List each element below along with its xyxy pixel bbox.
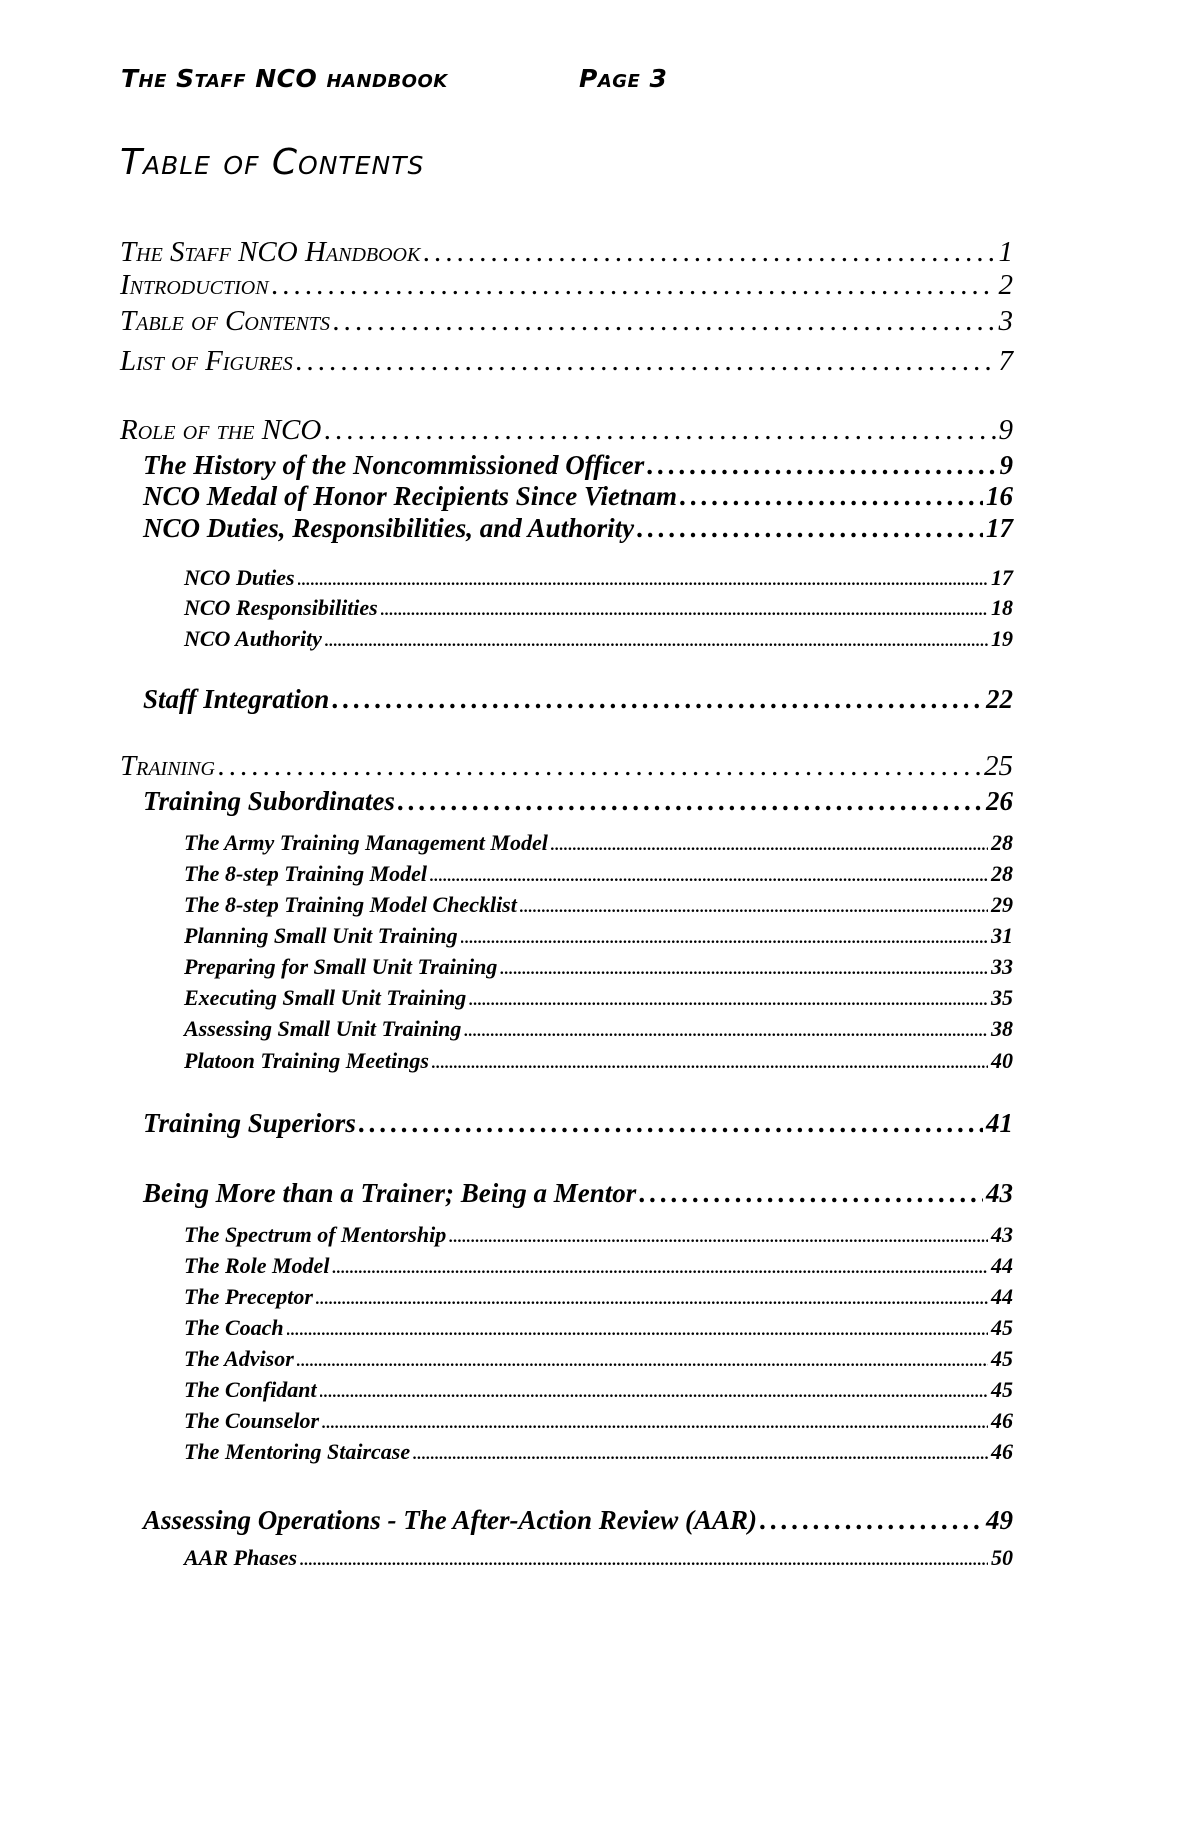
toc-entry-label: Being More than a Trainer; Being a Mentor [143,1178,637,1208]
toc-dot-leader [381,595,988,621]
toc-dot-leader [520,892,988,918]
toc-entry-page-number: 7 [998,345,1013,377]
toc-dot-leader [300,1545,988,1571]
toc-dot-leader [464,1016,988,1042]
toc-entry[interactable] [184,1284,1013,1310]
toc-entry-page-number: 33 [991,954,1013,979]
toc-entry-label: The Advisor [184,1346,294,1371]
toc-entry-label: The Staff NCO Handbook [120,236,421,268]
toc-entry-label: NCO Authority [184,626,322,651]
toc-entry-page-number: 19 [991,626,1013,651]
toc-entry[interactable] [143,1505,1013,1536]
toc-entry-page-number: 45 [991,1346,1013,1371]
toc-dot-leader [637,513,983,544]
toc-entry-label: NCO Responsibilities [184,595,378,620]
toc-dot-leader [287,1315,988,1341]
toc-entry-page-number: 16 [986,481,1013,511]
toc-entry[interactable] [184,1253,1013,1279]
toc-dot-leader [469,985,988,1011]
toc-entry-page-number: 43 [986,1178,1013,1208]
toc-entry[interactable] [184,1315,1013,1341]
toc-dot-leader [316,1284,988,1310]
toc-entry-label: NCO Duties, Responsibilities, and Authority [143,513,635,543]
toc-dot-leader [461,923,988,949]
toc-entry[interactable] [184,954,1013,980]
toc-entry-page-number: 44 [991,1284,1013,1309]
toc-dot-leader [218,750,981,783]
toc-dot-leader [322,1408,988,1434]
toc-entry[interactable] [184,830,1013,856]
toc-entry[interactable] [184,1408,1013,1434]
toc-entry-page-number: 17 [991,565,1013,590]
toc-entry-label: Platoon Training Meetings [184,1048,429,1073]
toc-entry[interactable] [143,786,1013,817]
toc-entry-label: Training Subordinates [143,786,395,816]
running-header-page-number: Page 3 [579,64,668,93]
toc-entry-label: Staff Integration [143,684,330,714]
toc-entry[interactable] [120,269,1013,302]
toc-entry-label: Assessing Small Unit Training [184,1016,462,1041]
toc-dot-leader [551,830,988,856]
toc-entry-label: The Army Training Management Model [184,830,548,855]
toc-entry-page-number: 9 [999,450,1013,480]
toc-entry-label: Introduction [120,269,269,301]
toc-entry-label: Preparing for Small Unit Training [184,954,498,979]
toc-dot-leader [333,305,996,338]
toc-entry-page-number: 18 [991,595,1013,620]
toc-entry-page-number: 46 [991,1439,1013,1464]
toc-entry-page-number: 31 [991,923,1013,948]
toc-entry-page-number: 3 [998,305,1013,337]
toc-entry-page-number: 44 [991,1253,1013,1278]
toc-entry-label: The Counselor [184,1408,320,1433]
toc-dot-leader [297,1346,988,1372]
toc-entry[interactable] [184,1048,1013,1074]
toc-entry-label: AAR Phases [184,1545,298,1570]
toc-dot-leader [760,1505,983,1536]
toc-entry[interactable] [184,595,1013,621]
toc-entry[interactable] [184,985,1013,1011]
toc-entry-label: The Role Model [184,1253,330,1278]
toc-entry-label: The Confidant [184,1377,317,1402]
toc-entry-label: Training [120,750,216,782]
toc-entry-page-number: 9 [998,414,1013,446]
toc-entry[interactable] [184,1346,1013,1372]
toc-entry[interactable] [184,923,1013,949]
toc-entry-page-number: 2 [998,269,1013,301]
toc-entry[interactable] [184,1016,1013,1042]
toc-entry-label: The Preceptor [184,1284,313,1309]
toc-entry[interactable] [184,1222,1013,1248]
toc-entry-page-number: 28 [991,861,1013,886]
toc-entry-page-number: 46 [991,1408,1013,1433]
toc-entry[interactable] [184,1439,1013,1465]
toc-entry-page-number: 35 [991,985,1013,1010]
toc-entry[interactable] [143,1178,1013,1209]
toc-entry-page-number: 43 [991,1222,1013,1247]
toc-entry-label: Table of Contents [120,305,330,337]
toc-entry[interactable] [120,345,1013,378]
toc-entry-label: The Mentoring Staircase [184,1439,411,1464]
toc-entry[interactable] [143,450,1013,481]
toc-dot-leader [449,1222,988,1248]
toc-entry[interactable] [184,1545,1013,1571]
toc-entry[interactable] [184,565,1013,591]
toc-entry-label: The Coach [184,1315,284,1340]
toc-entry-page-number: 45 [991,1377,1013,1402]
toc-entry-label: The 8-step Training Model Checklist [184,892,517,917]
toc-entry[interactable] [143,513,1013,544]
page-title: Table of Contents [120,142,425,183]
toc-dot-leader [332,684,983,715]
toc-entry[interactable] [120,414,1013,447]
toc-dot-leader [680,481,983,512]
toc-entry-page-number: 49 [986,1505,1013,1535]
running-header-book-title: The Staff NCO handbook [121,64,448,93]
toc-entry[interactable] [120,305,1013,338]
toc-entry-page-number: 38 [991,1016,1013,1041]
toc-entry-label: Planning Small Unit Training [184,923,458,948]
toc-entry[interactable] [184,861,1013,887]
toc-entry-page-number: 50 [991,1545,1013,1570]
toc-entry[interactable] [184,1377,1013,1403]
toc-dot-leader [332,1253,988,1279]
toc-dot-leader [639,1178,983,1209]
toc-entry[interactable] [120,750,1013,783]
toc-dot-leader [432,1048,988,1074]
toc-dot-leader [430,861,988,887]
toc-dot-leader [500,954,988,980]
toc-entry[interactable] [143,481,1013,512]
toc-entry[interactable] [143,684,1013,715]
toc-entry-page-number: 45 [991,1315,1013,1340]
toc-entry-page-number: 22 [986,684,1013,714]
toc-dot-leader [324,414,995,447]
toc-entry-label: Training Superiors [143,1108,356,1138]
toc-dot-leader [325,626,988,652]
toc-entry[interactable] [120,236,1013,269]
toc-entry-page-number: 1 [998,236,1013,268]
toc-dot-leader [423,236,995,269]
toc-dot-leader [647,450,996,481]
toc-dot-leader [320,1377,988,1403]
toc-entry-label: The Spectrum of Mentorship [184,1222,447,1247]
toc-entry-page-number: 17 [986,513,1013,543]
toc-dot-leader [413,1439,988,1465]
toc-entry-page-number: 40 [991,1048,1013,1073]
toc-entry-page-number: 26 [986,786,1013,816]
toc-entry-label: Executing Small Unit Training [184,985,467,1010]
toc-entry-label: Assessing Operations - The After-Action Review (AAR) [143,1505,758,1535]
toc-entry[interactable] [184,626,1013,652]
toc-entry-page-number: 28 [991,830,1013,855]
toc-entry-label: The 8-step Training Model [184,861,428,886]
toc-dot-leader [359,1108,983,1139]
toc-entry-label: NCO Medal of Honor Recipients Since Vietnam [143,481,678,511]
toc-entry-label: Role of the NCO [120,414,322,446]
toc-entry[interactable] [143,1108,1013,1139]
toc-entry[interactable] [184,892,1013,918]
toc-dot-leader [298,565,988,591]
toc-entry-page-number: 25 [984,750,1013,782]
toc-entry-label: List of Figures [120,345,293,377]
toc-entry-page-number: 29 [991,892,1013,917]
toc-entry-page-number: 41 [986,1108,1013,1138]
toc-entry-label: The History of the Noncommissioned Officer [143,450,645,480]
toc-dot-leader [296,345,996,378]
toc-dot-leader [398,786,983,817]
toc-dot-leader [272,269,996,302]
toc-entry-label: NCO Duties [184,565,295,590]
